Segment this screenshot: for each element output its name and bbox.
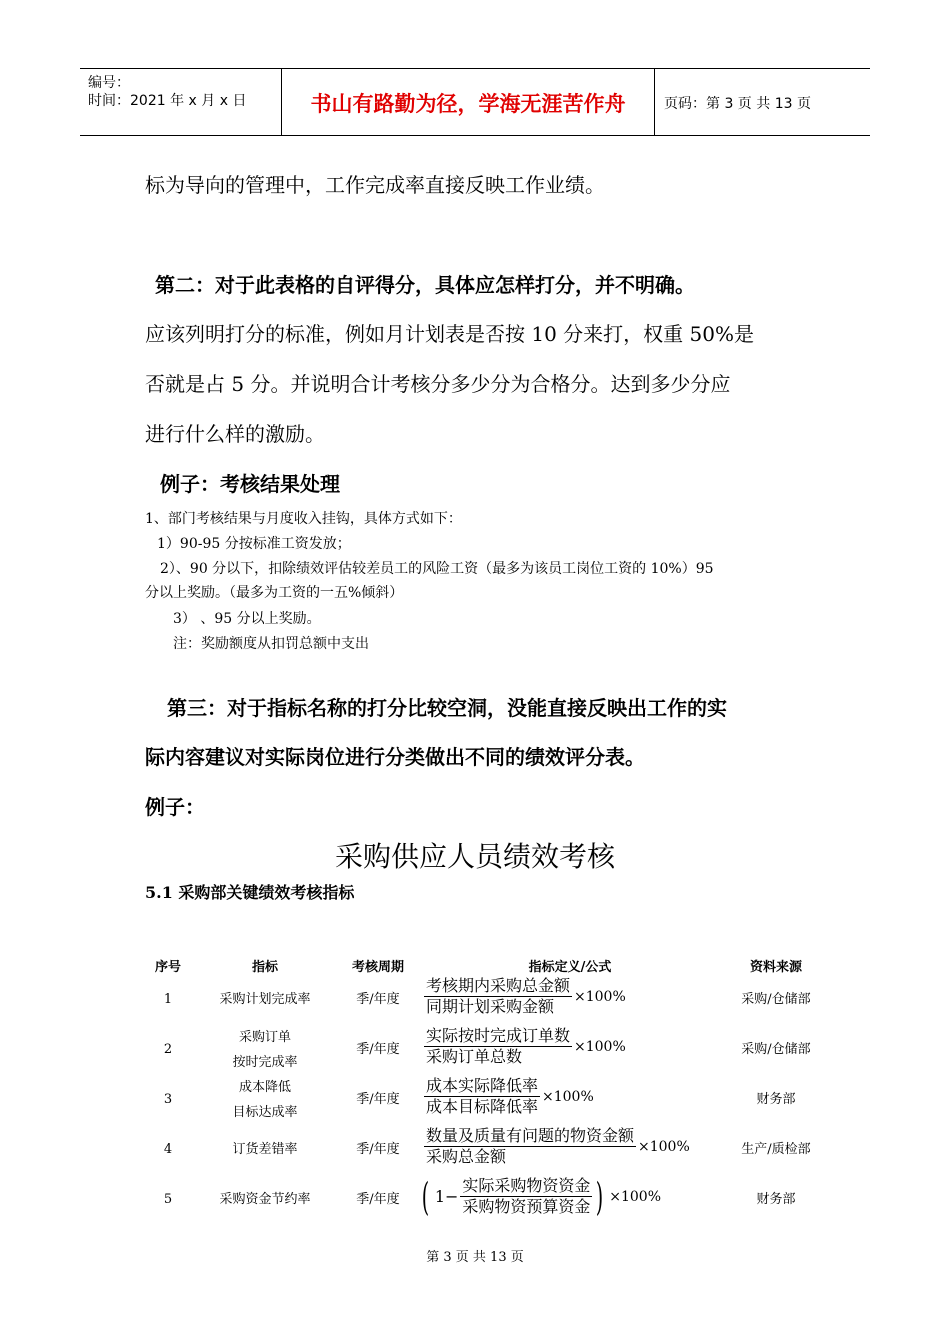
table-cell-source: 财务部 bbox=[756, 1092, 796, 1107]
list-item: 3） 、95 分以上奖励。 bbox=[173, 611, 321, 627]
section-heading: 第二：对于此表格的自评得分，具体应怎样打分，并不明确。 bbox=[155, 273, 695, 297]
paragraph: 进行什么样的激励。 bbox=[145, 422, 325, 446]
header-page-number: 页码：第 3 页 共 13 页 bbox=[664, 96, 811, 112]
table-header-indicator: 指标 bbox=[251, 960, 278, 975]
table-cell-period: 季/年度 bbox=[356, 1092, 400, 1107]
table-header-source: 资料来源 bbox=[749, 960, 802, 975]
formula-numerator: 数量及质量有问题的物资金额 bbox=[426, 1126, 635, 1145]
header-divider bbox=[654, 68, 655, 135]
list-item: 分以上奖励。（最多为工资的一五%倾斜） bbox=[145, 585, 404, 601]
formula-numerator: 成本实际降低率 bbox=[426, 1076, 539, 1095]
table-cell-no: 1 bbox=[163, 992, 173, 1007]
table-cell-period: 季/年度 bbox=[356, 1192, 400, 1207]
table-cell-indicator: 采购计划完成率 bbox=[219, 992, 311, 1007]
table-cell-no: 3 bbox=[163, 1092, 173, 1107]
formula-denominator: 同期计划采购金额 bbox=[426, 997, 555, 1016]
table-cell-period: 季/年度 bbox=[356, 992, 400, 1007]
formula-multiplier: ×100% bbox=[542, 1088, 594, 1105]
table-header-no: 序号 bbox=[154, 960, 181, 975]
table-cell-source: 采购/仓储部 bbox=[741, 1042, 811, 1057]
table-cell-source: 财务部 bbox=[756, 1192, 796, 1207]
paragraph: 应该列明打分的标准，例如月计划表是否按 10 分来打，权重 50%是 bbox=[145, 322, 754, 346]
table-cell-no: 2 bbox=[163, 1042, 173, 1057]
header-number: 编号： bbox=[88, 75, 130, 91]
table-header-period: 考核周期 bbox=[351, 960, 404, 975]
table-cell-no: 4 bbox=[163, 1142, 173, 1157]
header-motto: 书山有路勤为径，学海无涯苦作舟 bbox=[310, 92, 626, 116]
formula bbox=[418, 1176, 661, 1217]
table-cell-period: 季/年度 bbox=[356, 1142, 400, 1157]
paragraph: 标为导向的管理中，工作完成率直接反映工作业绩。 bbox=[145, 173, 605, 197]
table-cell-source: 生产/质检部 bbox=[741, 1142, 811, 1157]
table-cell-period: 季/年度 bbox=[356, 1042, 400, 1057]
table-cell-indicator: 目标达成率 bbox=[232, 1105, 298, 1120]
formula-denominator: 采购总金额 bbox=[426, 1147, 507, 1166]
header-top-rule bbox=[80, 68, 870, 69]
table-cell-indicator: 订货差错率 bbox=[232, 1142, 298, 1157]
section-heading: 第三：对于指标名称的打分比较空洞，没能直接反映出工作的实 bbox=[167, 696, 727, 720]
formula-denominator: 采购物资预算资金 bbox=[462, 1197, 591, 1216]
formula bbox=[424, 1126, 690, 1167]
formula bbox=[424, 1076, 594, 1117]
table-cell-indicator: 采购资金节约率 bbox=[219, 1192, 311, 1207]
formula-denominator: 成本目标降低率 bbox=[426, 1097, 539, 1116]
table-cell-indicator: 按时完成率 bbox=[232, 1055, 298, 1070]
formula-numerator: 实际采购物资资金 bbox=[462, 1176, 591, 1195]
right-paren: ) bbox=[596, 1174, 604, 1219]
formula-multiplier: ×100% bbox=[638, 1138, 690, 1155]
formula-multiplier: ×100% bbox=[609, 1188, 662, 1205]
header-bottom-rule bbox=[80, 135, 870, 136]
section-heading: 际内容建议对实际岗位进行分类做出不同的绩效评分表。 bbox=[145, 745, 645, 769]
table-cell-source: 采购/仓储部 bbox=[741, 992, 811, 1007]
formula-denominator: 采购订单总数 bbox=[426, 1047, 523, 1066]
table-cell-indicator: 采购订单 bbox=[238, 1030, 291, 1045]
formula-multiplier: ×100% bbox=[574, 1038, 626, 1055]
formula-prefix: 1− bbox=[434, 1186, 459, 1206]
subsection-title: 5.1 采购部关键绩效考核指标 bbox=[145, 883, 355, 902]
table-cell-indicator: 成本降低 bbox=[238, 1080, 291, 1095]
example-heading: 例子： bbox=[145, 795, 205, 819]
formula bbox=[424, 1026, 626, 1067]
list-item: 1）90-95 分按标准工资发放； bbox=[157, 536, 351, 552]
formula-multiplier: ×100% bbox=[574, 988, 626, 1005]
table-cell-no: 5 bbox=[163, 1192, 173, 1207]
left-paren: ( bbox=[421, 1174, 430, 1219]
formula-numerator: 考核期内采购总金额 bbox=[426, 976, 571, 995]
document-title: 采购供应人员绩效考核 bbox=[334, 840, 615, 873]
header-time: 时间：2021 年 x 月 x 日 bbox=[88, 93, 247, 109]
formula bbox=[424, 976, 626, 1017]
example-heading: 例子：考核结果处理 bbox=[160, 472, 340, 496]
list-item: 1、部门考核结果与月度收入挂钩，具体方式如下： bbox=[145, 511, 462, 527]
note: 注：奖励额度从扣罚总额中支出 bbox=[173, 636, 369, 652]
paragraph: 否就是占 5 分。并说明合计考核分多少分为合格分。达到多少分应 bbox=[145, 372, 731, 396]
formula-numerator: 实际按时完成订单数 bbox=[426, 1026, 571, 1045]
page-footer: 第 3 页 共 13 页 bbox=[426, 1250, 524, 1265]
table-header-formula: 指标定义/公式 bbox=[528, 960, 612, 975]
list-item: 2）、90 分以下，扣除绩效评估较差员工的风险工资（最多为该员工岗位工资的 10%）95 bbox=[160, 561, 714, 577]
